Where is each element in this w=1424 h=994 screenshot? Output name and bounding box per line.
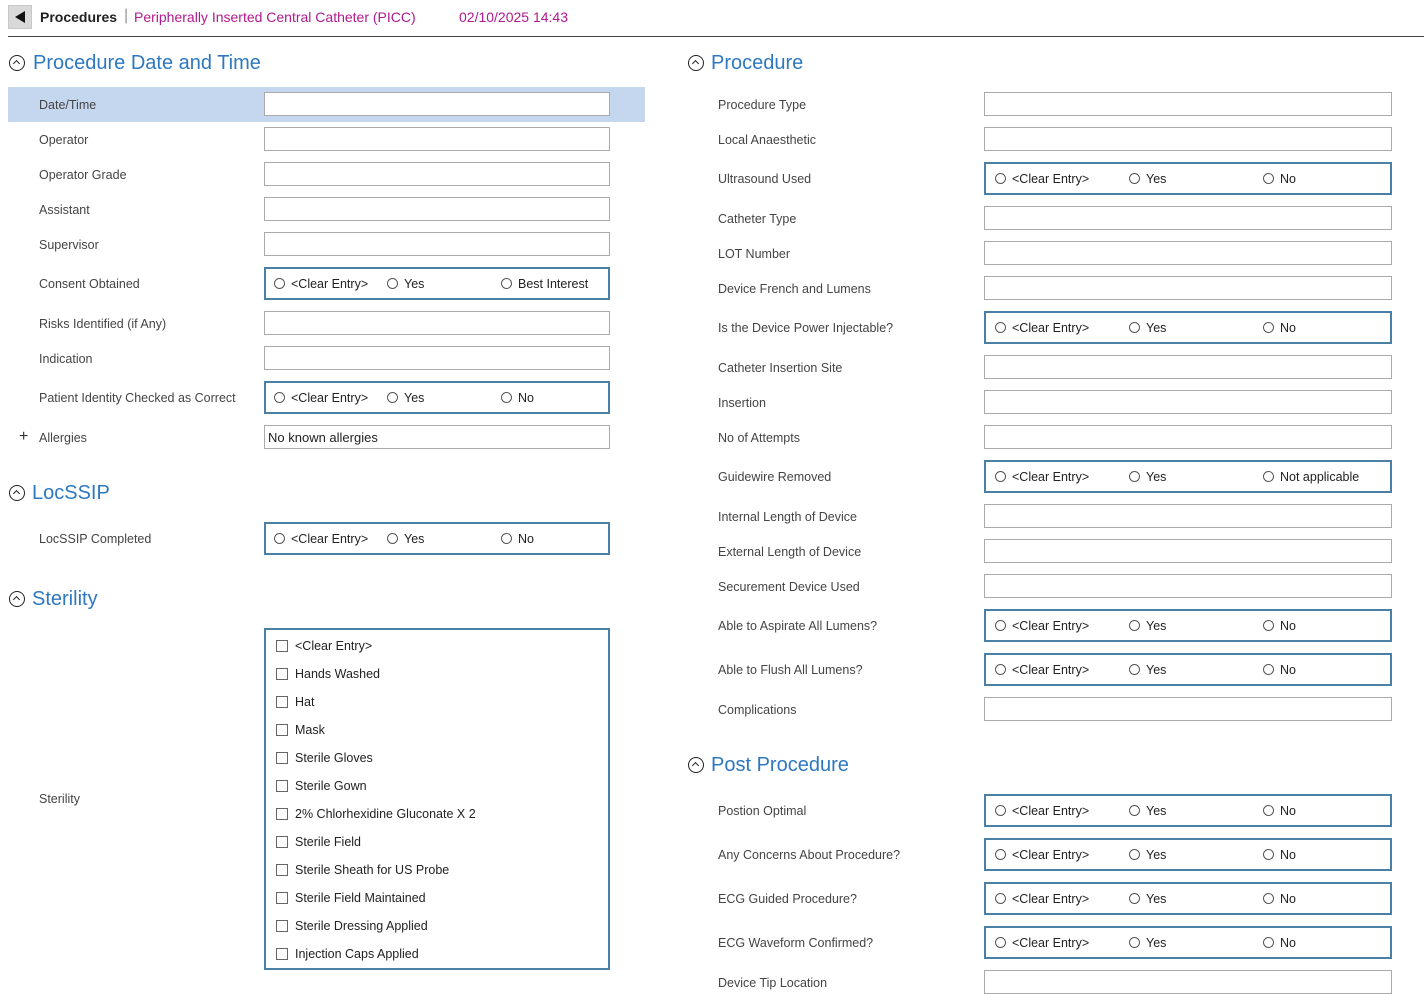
radio-circle-icon — [1129, 471, 1140, 482]
header-divider — [8, 36, 1424, 37]
tip-location-field[interactable] — [984, 970, 1392, 994]
radio-circle-icon — [1263, 664, 1274, 675]
concerns-label: Any Concerns About Procedure? — [718, 848, 901, 862]
radio-best-interest[interactable]: Best Interest — [501, 277, 588, 291]
external-length-label: External Length of Device — [718, 545, 862, 559]
radio-circle-icon — [1129, 893, 1140, 904]
radio-circle-icon — [995, 937, 1006, 948]
radio-circle-icon — [1263, 471, 1274, 482]
radio-circle-icon — [1129, 620, 1140, 631]
radio-circle-icon — [1129, 937, 1140, 948]
radio-circle-icon — [995, 849, 1006, 860]
section-title: LocSSIP — [32, 482, 110, 504]
local-anaesthetic-label: Local Anaesthetic — [718, 133, 816, 147]
sterility-option[interactable] — [276, 807, 476, 821]
radio-clear-entry[interactable]: <Clear Entry> — [995, 470, 1089, 484]
operator-field[interactable] — [264, 127, 610, 151]
insertion-label: Insertion — [718, 396, 766, 410]
checkbox-icon[interactable] — [276, 836, 288, 848]
assistant-field[interactable] — [264, 197, 610, 221]
sterility-option-label: Sterile Gloves — [295, 751, 373, 765]
power-injectable-label: Is the Device Power Injectable? — [718, 321, 894, 335]
radio-yes[interactable]: Yes — [1129, 619, 1166, 633]
sterility-option-label: Sterile Field Maintained — [295, 891, 426, 905]
radio-circle-icon — [501, 533, 512, 544]
radio-yes[interactable]: Yes — [1129, 172, 1166, 186]
checkbox-icon[interactable] — [276, 948, 288, 960]
aspirate-radio-group — [984, 609, 1392, 642]
supervisor-label: Supervisor — [39, 238, 99, 252]
checkbox-icon[interactable] — [276, 892, 288, 904]
sterility-option[interactable] — [276, 891, 426, 905]
patient-identity-radio-group — [264, 381, 610, 414]
section-title: Procedure — [711, 52, 804, 74]
radio-circle-icon — [1263, 937, 1274, 948]
allergies-field[interactable]: No known allergies — [264, 425, 610, 449]
catheter-type-field[interactable] — [984, 206, 1392, 230]
radio-no[interactable]: No — [1263, 663, 1296, 677]
sterility-option[interactable] — [276, 695, 314, 709]
patient-identity-label: Patient Identity Checked as Correct — [39, 391, 236, 405]
insertion-site-field[interactable] — [984, 355, 1392, 379]
attempts-field[interactable] — [984, 425, 1392, 449]
ultrasound-used-radio-group — [984, 162, 1392, 195]
ecg-waveform-label: ECG Waveform Confirmed? — [718, 936, 874, 950]
section-procedure-date-time[interactable] — [9, 52, 309, 78]
radio-yes[interactable]: Yes — [387, 277, 424, 291]
operator-grade-field[interactable] — [264, 162, 610, 186]
allergies-label: Allergies — [39, 431, 87, 445]
radio-circle-icon — [387, 533, 398, 544]
radio-yes[interactable]: Yes — [1129, 663, 1166, 677]
operator-grade-label: Operator Grade — [39, 168, 127, 182]
radio-not-applicable[interactable]: Not applicable — [1263, 470, 1359, 484]
sterility-option-label: Injection Caps Applied — [295, 947, 419, 961]
insertion-field[interactable] — [984, 390, 1392, 414]
radio-circle-icon — [1129, 173, 1140, 184]
radio-circle-icon — [274, 278, 285, 289]
radio-clear-entry[interactable]: <Clear Entry> — [995, 936, 1089, 950]
attempts-label: No of Attempts — [718, 431, 800, 445]
procedure-name: Peripherally Inserted Central Catheter (PICC) — [134, 9, 416, 25]
sterility-option[interactable] — [276, 639, 372, 653]
ultrasound-used-label: Ultrasound Used — [718, 172, 812, 186]
radio-yes[interactable]: Yes — [1129, 892, 1166, 906]
position-optimal-label: Postion Optimal — [718, 804, 807, 818]
radio-no[interactable]: No — [501, 532, 534, 546]
sterility-option[interactable] — [276, 919, 428, 933]
guidewire-removed-label: Guidewire Removed — [718, 470, 832, 484]
checkbox-icon[interactable] — [276, 696, 288, 708]
radio-circle-icon — [995, 664, 1006, 675]
section-procedure[interactable] — [688, 52, 988, 78]
header-datetime: 02/10/2025 14:43 — [459, 9, 568, 25]
operator-label: Operator — [39, 133, 89, 147]
radio-circle-icon — [1129, 322, 1140, 333]
sterility-option-label: Sterile Gown — [295, 779, 367, 793]
date-time-field[interactable] — [264, 92, 610, 116]
checkbox-icon[interactable] — [276, 752, 288, 764]
risks-label: Risks Identified (if Any) — [39, 317, 167, 331]
radio-clear-entry[interactable]: <Clear Entry> — [274, 277, 368, 291]
sterility-option[interactable] — [276, 947, 419, 961]
section-title: Sterility — [32, 588, 98, 610]
risks-field[interactable] — [264, 311, 610, 335]
collapse-icon[interactable] — [9, 591, 25, 607]
flush-label: Able to Flush All Lumens? — [718, 663, 863, 677]
radio-no[interactable]: No — [1263, 172, 1296, 186]
sterility-option-label: <Clear Entry> — [295, 639, 373, 653]
collapse-icon[interactable] — [688, 55, 704, 71]
sterility-checkbox-group — [264, 628, 610, 970]
radio-no[interactable]: No — [501, 391, 534, 405]
supervisor-field[interactable] — [264, 232, 610, 256]
lot-number-label: LOT Number — [718, 247, 791, 261]
sterility-option[interactable] — [276, 667, 380, 681]
radio-circle-icon — [1129, 805, 1140, 816]
checkbox-icon[interactable] — [276, 808, 288, 820]
sterility-label: Sterility — [39, 792, 80, 806]
radio-clear-entry[interactable]: <Clear Entry> — [274, 391, 368, 405]
collapse-icon[interactable] — [9, 485, 25, 501]
radio-circle-icon — [995, 620, 1006, 631]
indication-label: Indication — [39, 352, 93, 366]
header-separator: | — [124, 7, 129, 24]
radio-no[interactable]: No — [1263, 619, 1296, 633]
collapse-icon[interactable] — [688, 757, 704, 773]
radio-clear-entry[interactable]: <Clear Entry> — [995, 804, 1089, 818]
radio-yes[interactable]: Yes — [1129, 804, 1166, 818]
radio-clear-entry[interactable]: <Clear Entry> — [995, 172, 1089, 186]
radio-circle-icon — [501, 392, 512, 403]
radio-circle-icon — [1129, 664, 1140, 675]
aspirate-label: Able to Aspirate All Lumens? — [718, 619, 878, 633]
locssip-completed-radio-group — [264, 522, 610, 555]
radio-no[interactable]: No — [1263, 892, 1296, 906]
tip-location-label: Device Tip Location — [718, 976, 828, 990]
indication-field[interactable] — [264, 346, 610, 370]
radio-clear-entry[interactable]: <Clear Entry> — [995, 848, 1089, 862]
sterility-option-label: Hands Washed — [295, 667, 380, 681]
collapse-icon[interactable] — [9, 55, 25, 71]
internal-length-field[interactable] — [984, 504, 1392, 528]
radio-circle-icon — [995, 471, 1006, 482]
radio-no[interactable]: No — [1263, 804, 1296, 818]
checkbox-icon[interactable] — [276, 780, 288, 792]
radio-circle-icon — [1263, 893, 1274, 904]
radio-no[interactable]: No — [1263, 321, 1296, 335]
section-title: Post Procedure — [711, 754, 849, 776]
ecg-guided-radio-group — [984, 882, 1392, 915]
page-title: Procedures — [40, 9, 118, 25]
radio-yes[interactable]: Yes — [387, 532, 424, 546]
radio-clear-entry[interactable]: <Clear Entry> — [995, 663, 1089, 677]
sterility-option[interactable] — [276, 779, 367, 793]
radio-circle-icon — [1263, 173, 1274, 184]
catheter-type-label: Catheter Type — [718, 212, 797, 226]
external-length-field[interactable] — [984, 539, 1392, 563]
procedure-type-label: Procedure Type — [718, 98, 807, 112]
date-time-label: Date/Time — [39, 98, 97, 112]
locssip-completed-label: LocSSIP Completed — [39, 532, 152, 546]
assistant-label: Assistant — [39, 203, 90, 217]
radio-clear-entry[interactable]: <Clear Entry> — [995, 892, 1089, 906]
sterility-option-label: Sterile Sheath for US Probe — [295, 863, 450, 877]
radio-yes[interactable]: Yes — [1129, 936, 1166, 950]
sterility-option[interactable] — [276, 723, 325, 737]
local-anaesthetic-field[interactable] — [984, 127, 1392, 151]
device-french-field[interactable] — [984, 276, 1392, 300]
radio-yes[interactable]: Yes — [1129, 470, 1166, 484]
procedure-type-field[interactable] — [984, 92, 1392, 116]
section-post-procedure[interactable] — [688, 754, 988, 780]
radio-circle-icon — [387, 392, 398, 403]
checkbox-icon[interactable] — [276, 640, 288, 652]
radio-clear-entry[interactable]: <Clear Entry> — [995, 321, 1089, 335]
radio-circle-icon — [1263, 849, 1274, 860]
checkbox-icon[interactable] — [276, 920, 288, 932]
radio-circle-icon — [387, 278, 398, 289]
lot-number-field[interactable] — [984, 241, 1392, 265]
ecg-guided-label: ECG Guided Procedure? — [718, 892, 857, 906]
radio-circle-icon — [995, 322, 1006, 333]
radio-no[interactable]: No — [1263, 936, 1296, 950]
radio-yes[interactable]: Yes — [1129, 848, 1166, 862]
radio-circle-icon — [995, 893, 1006, 904]
ecg-waveform-radio-group — [984, 926, 1392, 959]
complications-field[interactable] — [984, 697, 1392, 721]
section-title: Procedure Date and Time — [33, 52, 261, 74]
sterility-option-label: 2% Chlorhexidine Gluconate X 2 — [295, 807, 476, 821]
back-button[interactable] — [8, 5, 32, 29]
sterility-option[interactable] — [276, 751, 373, 765]
position-optimal-radio-group — [984, 794, 1392, 827]
section-locssip[interactable] — [9, 482, 309, 508]
radio-circle-icon — [1263, 805, 1274, 816]
checkbox-icon[interactable] — [276, 864, 288, 876]
radio-clear-entry[interactable]: <Clear Entry> — [274, 532, 368, 546]
sterility-option-label: Hat — [295, 695, 315, 709]
radio-yes[interactable]: Yes — [387, 391, 424, 405]
device-french-label: Device French and Lumens — [718, 282, 871, 296]
radio-circle-icon — [1263, 620, 1274, 631]
sterility-option-label: Sterile Field — [295, 835, 361, 849]
section-sterility[interactable] — [9, 588, 309, 614]
sterility-option-label: Sterile Dressing Applied — [295, 919, 428, 933]
checkbox-icon[interactable] — [276, 724, 288, 736]
radio-circle-icon — [1263, 322, 1274, 333]
power-injectable-radio-group — [984, 311, 1392, 344]
flush-radio-group — [984, 653, 1392, 686]
insertion-site-label: Catheter Insertion Site — [718, 361, 843, 375]
securement-field[interactable] — [984, 574, 1392, 598]
internal-length-label: Internal Length of Device — [718, 510, 857, 524]
concerns-radio-group — [984, 838, 1392, 871]
sterility-option[interactable] — [276, 835, 361, 849]
sterility-option-label: Mask — [295, 723, 325, 737]
complications-label: Complications — [718, 703, 797, 717]
radio-circle-icon — [995, 805, 1006, 816]
consent-obtained-radio-group — [264, 267, 610, 300]
radio-clear-entry[interactable]: <Clear Entry> — [995, 619, 1089, 633]
expand-plus-icon[interactable]: + — [19, 428, 29, 445]
checkbox-icon[interactable] — [276, 668, 288, 680]
radio-no[interactable]: No — [1263, 848, 1296, 862]
securement-label: Securement Device Used — [718, 580, 860, 594]
radio-circle-icon — [995, 173, 1006, 184]
radio-circle-icon — [501, 278, 512, 289]
consent-obtained-label: Consent Obtained — [39, 277, 140, 291]
sterility-option[interactable] — [276, 863, 449, 877]
radio-circle-icon — [1129, 849, 1140, 860]
radio-yes[interactable]: Yes — [1129, 321, 1166, 335]
radio-circle-icon — [274, 533, 285, 544]
radio-circle-icon — [274, 392, 285, 403]
guidewire-removed-radio-group — [984, 460, 1392, 493]
